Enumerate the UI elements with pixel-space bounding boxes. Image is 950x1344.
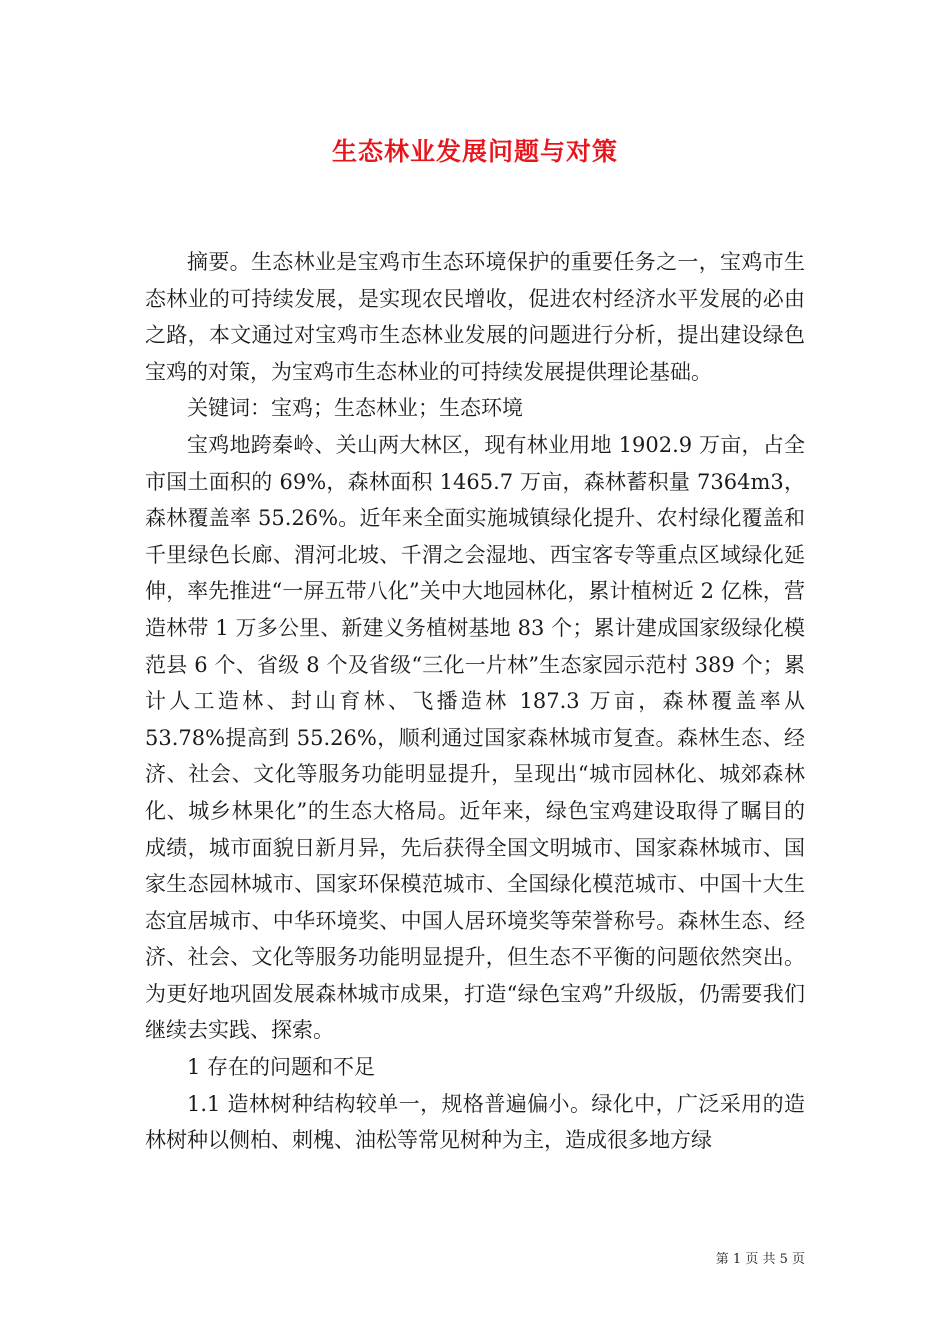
abstract-paragraph: 摘要。生态林业是宝鸡市生态环境保护的重要任务之一，宝鸡市生态林业的可持续发展，是实现农民增收，促进农村经济水平发展的必由之路，本文通过对宝鸡市生态林业发展的问题进行分析，提出建设绿色宝鸡的对策，为宝鸡市生态林业的可持续发展提供理论基础。 (145, 250, 805, 384)
page-number-footer: 第 1 页 共 5 页 (715, 1252, 805, 1267)
document-title: 生态林业发展问题与对策 (331, 137, 618, 166)
section-heading: 1 存在的问题和不足 (187, 1055, 376, 1080)
subsection-paragraph: 1.1 造林树种结构较单一，规格普遍偏小。绿化中，广泛采用的造林树种以侧柏、刺槐、油松等常见树种为主，造成很多地方绿 (145, 1091, 805, 1153)
intro-paragraph: 宝鸡地跨秦岭、关山两大林区，现有林业用地 1902.9 万亩，占全市国土面积的 69%，森林面积 1465.7 万亩，森林蓄积量 7364m3，森林覆盖率 55.26%。近年来全面实施城镇绿化提升、农村绿化覆盖和千里绿色长廊、渭河北坡、千渭之会湿地、西宝客专等重点区域绿化延伸，率先推进“一屏五带八化”关中大地园林化，累计植树近 2 亿株，营造林带 1 万多公里、新建义务植树基地 83 个；累计建成国家级绿化模范县 6 个、省级 8 个及省级“三化一片林”生态家园示范村 389 个；累计人工造林、封山育林、飞播造林 187.3 万亩，森林覆盖率从 53.78%提高到 55.26%，顺利通过国家森林城市复查。森林生态、经济、社会、文化等服务功能明显提升，呈现出“城市园林化、城郊森林化、城乡林果化”的生态大格局。近年来，绿色宝鸡建设取得了瞩目的成绩，城市面貌日新月异，先后获得全国文明城市、国家森林城市、国家生态园林城市、国家环保模范城市、全国绿化模范城市、中国十大生态宜居城市、中华环境奖、中国人居环境奖等荣誉称号。森林生态、经济、社会、文化等服务功能明显提升，但生态不平衡的问题依然突出。为更好地巩固发展森林城市成果，打造“绿色宝鸡”升级版，仍需要我们继续去实践、探索。 (145, 432, 805, 1043)
document-body (145, 244, 805, 1159)
keywords-paragraph: 关键词：宝鸡；生态林业；生态环境 (187, 396, 523, 421)
